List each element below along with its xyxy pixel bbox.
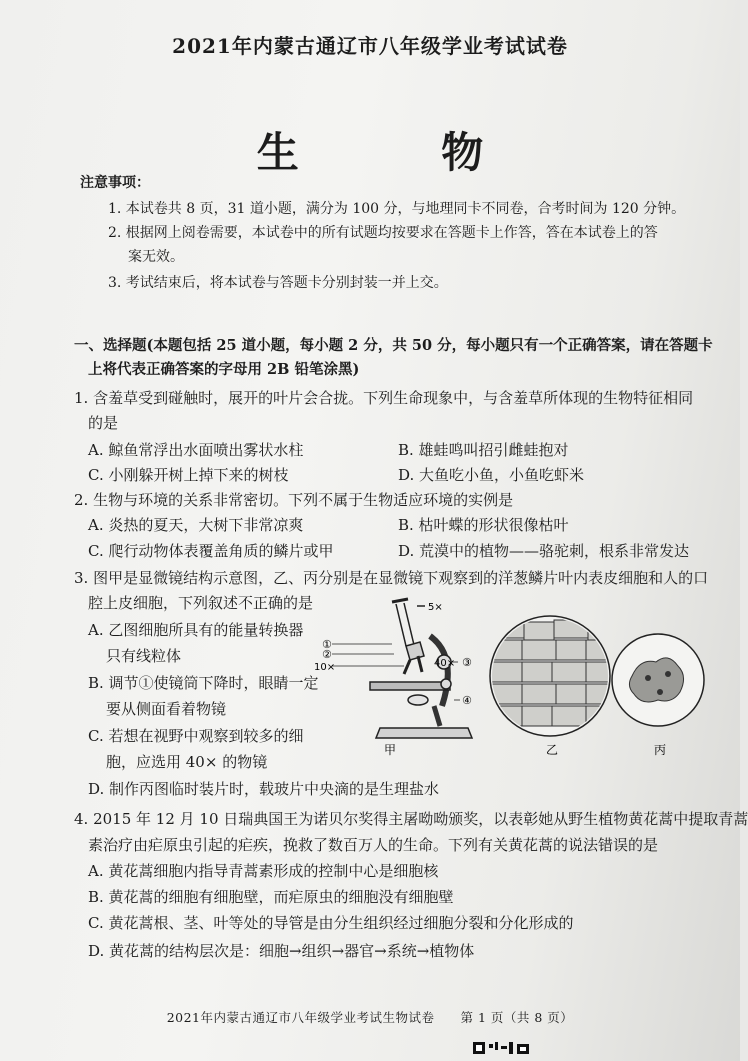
label-10x: 10× (314, 662, 336, 673)
q2-option-b: B. 枯叶蝶的形状很像枯叶 (398, 516, 569, 534)
onion-cells-view (488, 616, 618, 736)
q3-option-c: C. 若想在视野中观察到较多的细 (88, 727, 304, 745)
label-1: ① (322, 638, 332, 651)
notice-heading: 注意事项： (80, 175, 150, 191)
caption-yi: 乙 (546, 743, 559, 757)
section-heading-cont: 上将代表正确答案的字母用 2B 铅笔涂黑) (88, 361, 360, 378)
q4-option-a: A. 黄花蒿细胞内指导青蒿素形成的控制中心是细胞核 (88, 862, 439, 880)
q4-option-d: D. 黄花蒿的结构层次是：细胞→组织→器官→系统→植物体 (88, 942, 475, 960)
subject-title: 生 物 (256, 128, 548, 177)
label-40x: 40× (434, 658, 456, 669)
q3-stem-cont: 腔上皮细胞，下列叙述不正确的是 (88, 594, 314, 612)
notice-item-2: 2. 根据网上阅卷需要，本试卷中的所有试题均按要求在答题卡上作答，答在本试卷上的答 (108, 225, 658, 241)
label-4: ④ (462, 694, 472, 707)
q4-option-b: B. 黄花蒿的细胞有细胞壁，而疟原虫的细胞没有细胞壁 (88, 888, 454, 906)
q2-stem: 2. 生物与环境的关系非常密切。下列不属于生物适应环境的实例是 (74, 491, 514, 509)
q4-option-c: C. 黄花蒿根、茎、叶等处的导管是由分生组织经过细胞分裂和分化形成的 (88, 914, 574, 932)
notice-item-3: 3. 考试结束后，将本试卷与答题卡分别封装一并上交。 (108, 275, 448, 291)
microscope-figure (314, 596, 712, 766)
q1-stem-cont: 的是 (88, 414, 119, 432)
cheek-cells-view (612, 634, 704, 726)
notice-item-2-cont: 案无效。 (128, 249, 184, 265)
caption-jia: 甲 (384, 743, 397, 757)
q3-option-a: A. 乙图细胞所具有的能量转换器 (88, 621, 304, 639)
q3-option-d: D. 制作丙图临时装片时，载玻片中央滴的是生理盐水 (88, 780, 440, 798)
q3-stem: 3. 图甲是显微镜结构示意图，乙、丙分别是在显微镜下观察到的洋葱鳞片叶内表皮细胞和人的口 (74, 569, 709, 587)
q2-option-d: D. 荒漠中的植物——骆驼刺，根系非常发达 (398, 542, 690, 560)
label-2: ② (322, 648, 332, 661)
q1-option-b: B. 雄蛙鸣叫招引雌蛙抱对 (398, 441, 569, 459)
q1-stem: 1. 含羞草受到碰触时，展开的叶片会合拢。下列生命现象中，与含羞草所体现的生物特征相同 (74, 389, 694, 407)
q4-stem-cont: 素治疗由疟原虫引起的疟疾，挽救了数百万人的生命。下列有关黄花蒿的说法错误的是 (88, 836, 659, 854)
page-footer: 2021年内蒙古通辽市八年级学业考试生物试卷 第 1 页（共 8 页） (166, 1010, 574, 1025)
q1-option-a: A. 鲸鱼常浮出水面喷出雾状水柱 (88, 441, 304, 459)
q1-option-c: C. 小刚躲开树上掉下来的树枝 (88, 466, 289, 484)
label-5x: 5× (428, 602, 443, 613)
section-heading: 一、选择题(本题包括 25 道小题，每小题 2 分，共 50 分，每小题只有一个正确答案，请在答题卡 (74, 337, 713, 354)
caption-bing: 丙 (654, 743, 667, 757)
page-title: 2021年内蒙古通辽市八年级学业考试试卷 (172, 34, 568, 58)
q3-option-b: B. 调节①使镜筒下降时，眼睛一定 (88, 674, 319, 692)
qr-code-icon (473, 1042, 533, 1056)
q3-option-a-cont: 只有线粒体 (106, 647, 182, 665)
q3-option-b-cont: 要从侧面看着物镜 (106, 700, 227, 718)
q2-option-c: C. 爬行动物体表覆盖角质的鳞片或甲 (88, 542, 334, 560)
q1-option-d: D. 大鱼吃小鱼，小鱼吃虾米 (398, 466, 585, 484)
q3-option-c-cont: 胞，应选用 40× 的物镜 (106, 753, 268, 771)
label-3: ③ (462, 656, 472, 669)
notice-item-1: 1. 本试卷共 8 页，31 道小题，满分为 100 分，与地理同卡不同卷，合考时间为 120 分钟。 (108, 201, 686, 217)
q2-option-a: A. 炎热的夏天，大树下非常凉爽 (88, 516, 304, 534)
q4-stem: 4. 2015 年 12 月 10 日瑞典国王为诺贝尔奖得主屠呦呦颁奖，以表彰她从野生植物黄花蒿中提取青蒿 (74, 810, 748, 828)
